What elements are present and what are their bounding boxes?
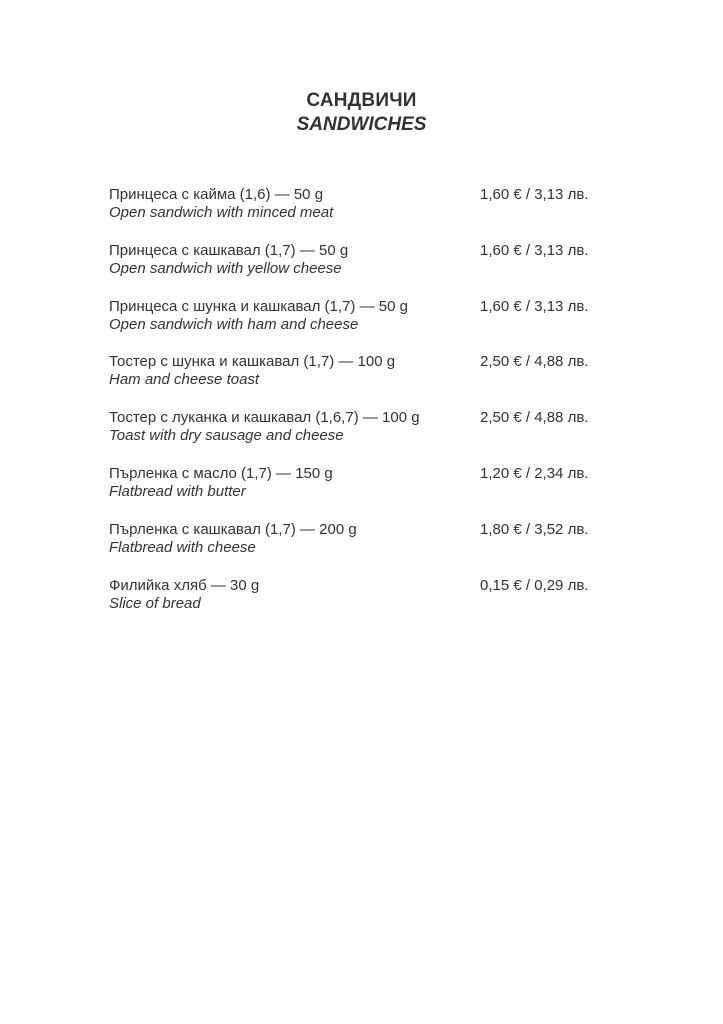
- item-name-bg: Принцеса с кашкавал (1,7) — 50 g: [109, 241, 349, 259]
- item-name-bg: Принцеса с кайма (1,6) — 50 g: [109, 186, 324, 203]
- menu-item: [109, 576, 609, 632]
- item-name-bg: Пърленка с кашкавал (1,7) — 200 g: [109, 520, 357, 538]
- section-title-en: SANDWICHES: [296, 114, 427, 135]
- item-price: 1,60 € / 3,13 лв.: [480, 297, 589, 315]
- item-name-en: Toast with dry sausage and cheese: [109, 427, 344, 445]
- menu-item: [109, 185, 609, 241]
- item-name-bg: Филийка хляб — 30 g: [109, 576, 260, 594]
- item-name-bg: Пърленка с масло (1,7) — 150 g: [109, 464, 333, 482]
- menu-item: [109, 464, 609, 520]
- menu-item: [109, 520, 609, 576]
- section-title-bg: САНДВИЧИ: [306, 90, 417, 111]
- item-price: 1,20 € / 2,34 лв.: [480, 464, 589, 482]
- item-price: 1,60 € / 3,13 лв.: [480, 186, 589, 203]
- item-name-bg: Принцеса с шунка и кашкавал (1,7) — 50 g: [109, 297, 408, 315]
- item-name-en: Slice of bread: [109, 594, 201, 612]
- item-name-en: Open sandwich with minced meat: [109, 204, 334, 221]
- item-price: 1,80 € / 3,52 лв.: [480, 520, 589, 538]
- menu-item: [109, 297, 609, 353]
- section-heading: [0, 90, 723, 138]
- item-name-en: Flatbread with butter: [109, 482, 246, 500]
- item-price: 0,15 € / 0,29 лв.: [480, 576, 589, 594]
- item-price: 2,50 € / 4,88 лв.: [480, 353, 589, 371]
- item-price: 1,60 € / 3,13 лв.: [480, 241, 589, 259]
- menu-item: [109, 241, 609, 297]
- item-name-bg: Тостер с луканка и кашкавал (1,6,7) — 100 g: [109, 409, 420, 427]
- item-price: 2,50 € / 4,88 лв.: [480, 409, 589, 427]
- item-name-en: Open sandwich with ham and cheese: [109, 315, 359, 333]
- menu-item: [109, 352, 609, 408]
- item-name-bg: Тостер с шунка и кашкавал (1,7) — 100 g: [109, 353, 396, 371]
- item-name-en: Flatbread with cheese: [109, 538, 256, 556]
- item-name-en: Open sandwich with yellow cheese: [109, 259, 342, 277]
- menu-item: [109, 408, 609, 464]
- menu-list: [109, 185, 609, 631]
- item-name-en: Ham and cheese toast: [109, 371, 260, 389]
